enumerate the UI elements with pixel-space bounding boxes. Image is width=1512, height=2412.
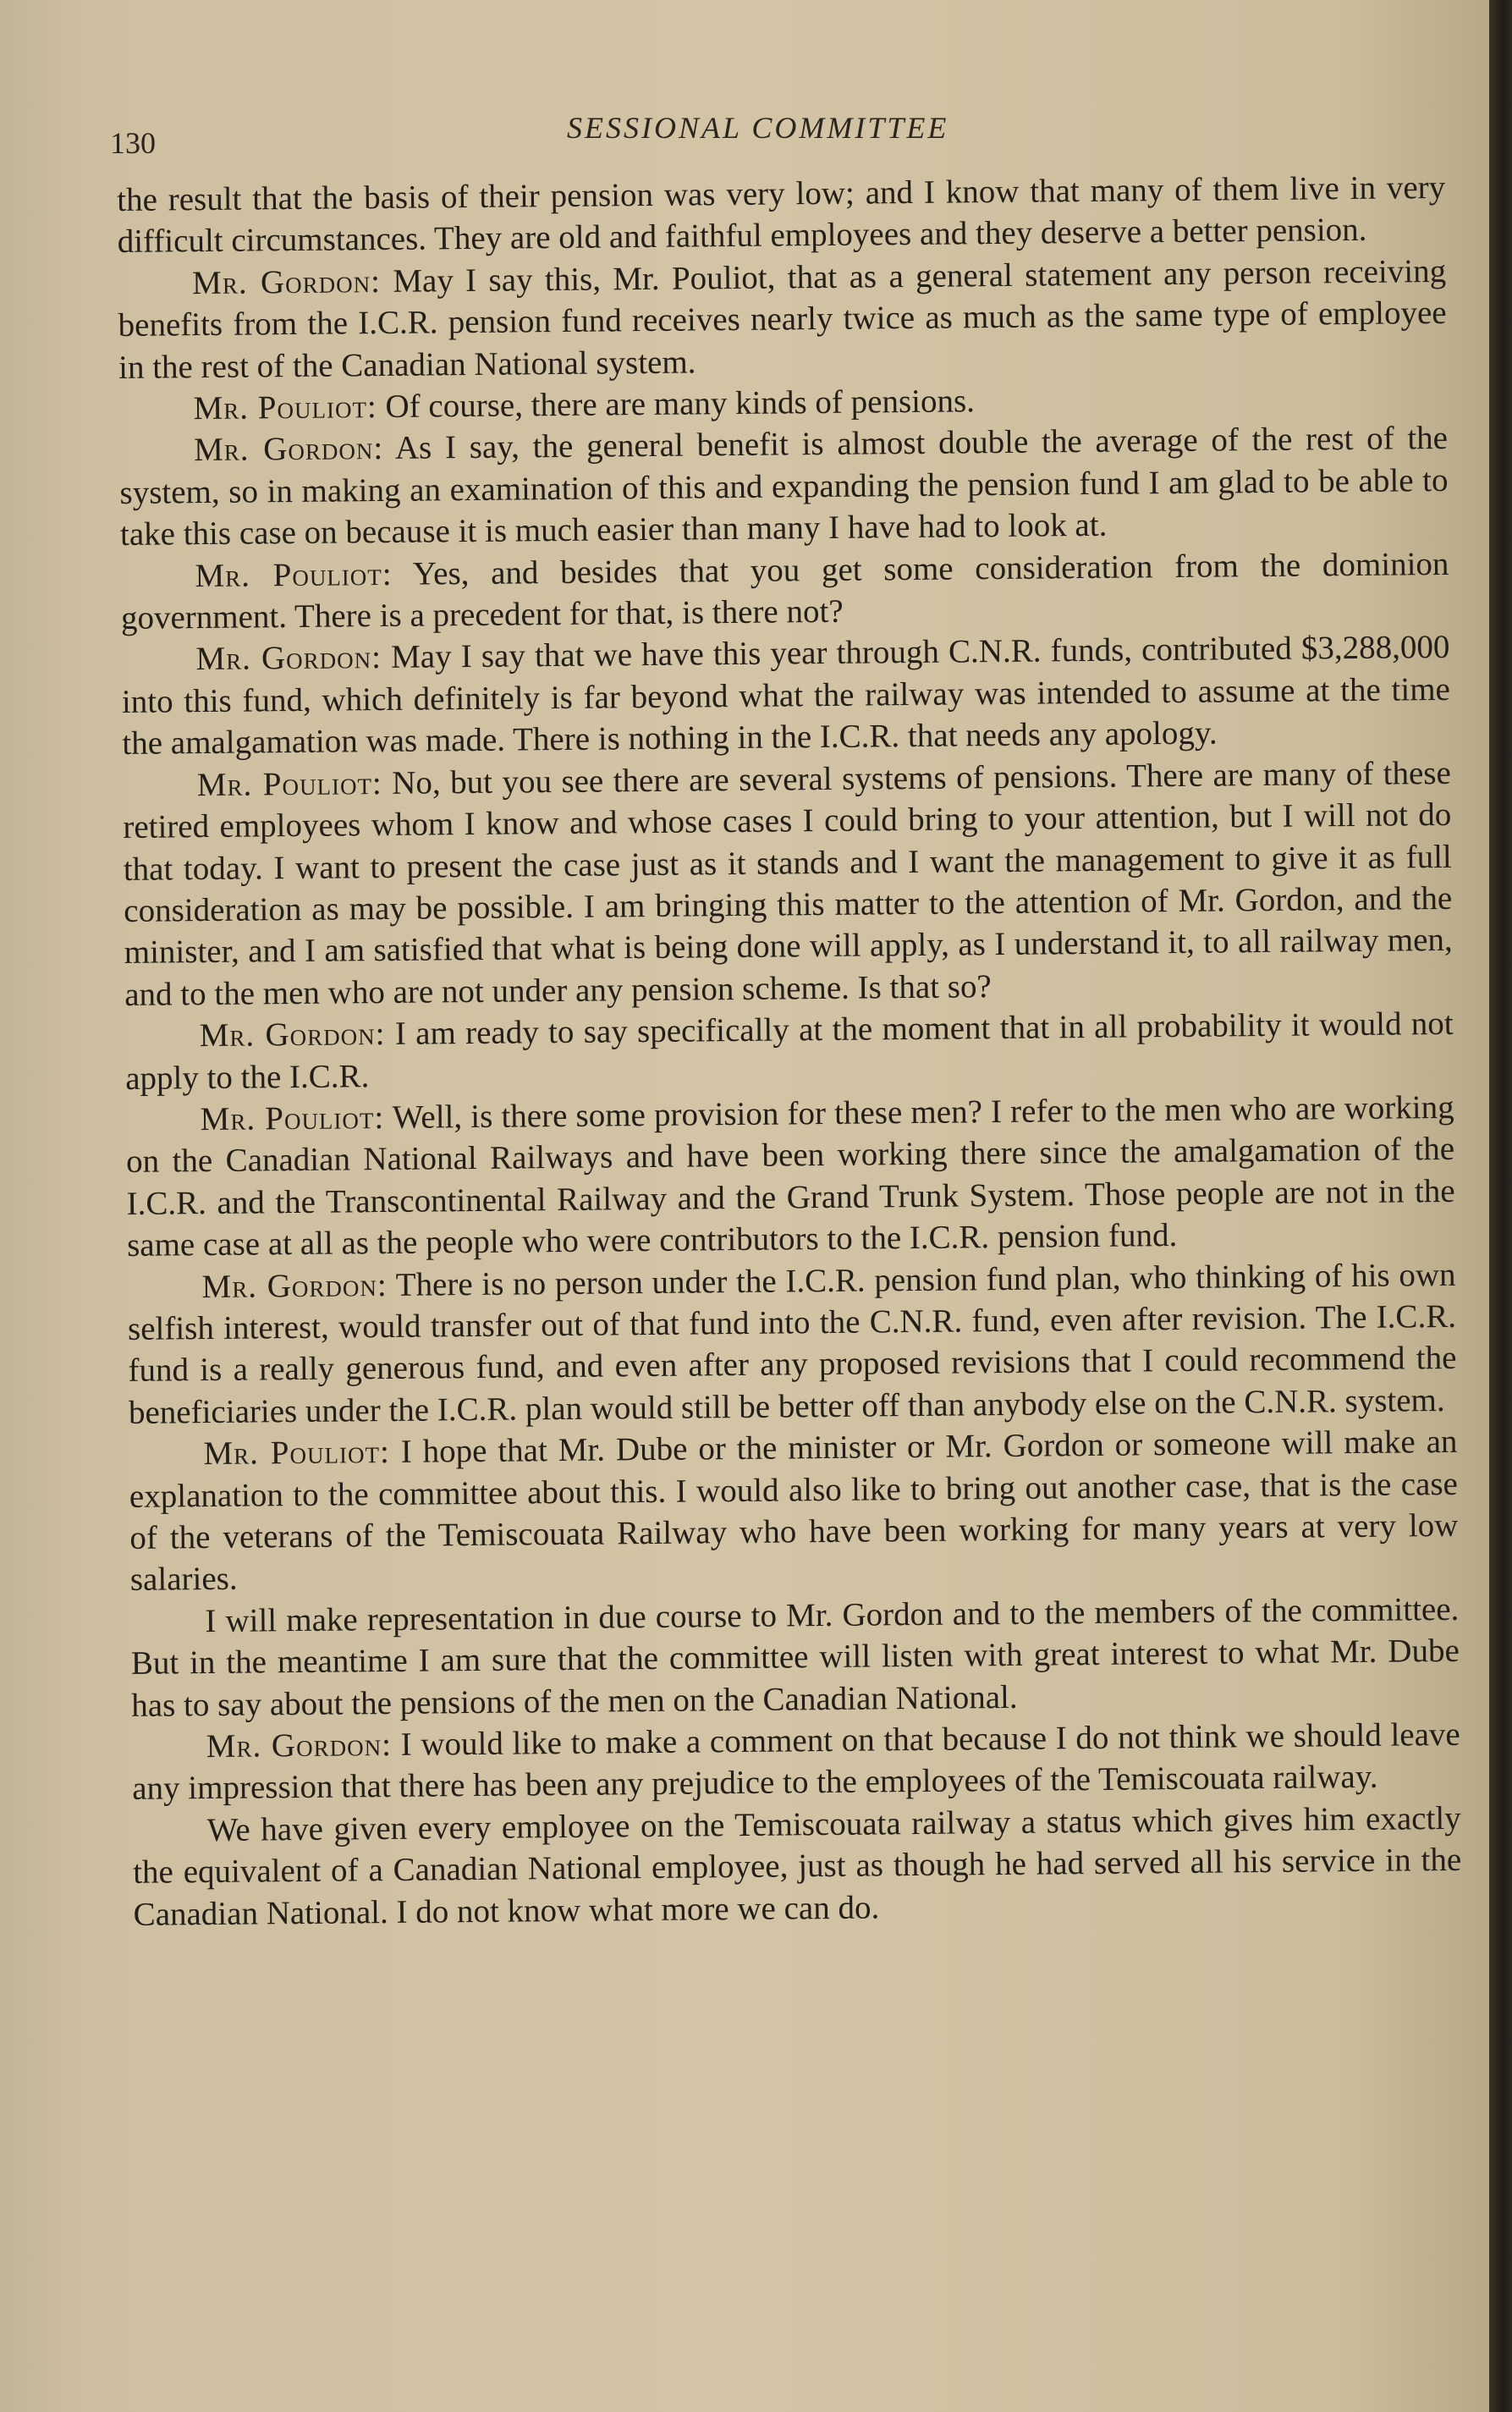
paragraph-text: I would like to make a comment on that because I do not think we should leave any impression that there has been any prejudice to the employees of the Temiscouata railway. <box>132 1715 1460 1808</box>
paragraph <box>130 1589 1460 1726</box>
book-binding-edge <box>1489 0 1512 2412</box>
paragraph <box>125 1087 1455 1267</box>
paragraph-text: We have given every employee on the Temiscouata railway a status which gives him exactly the equivalent of a Canadian National employee, just as though he had served all his service in the Canadian National. I do not know what more we can do. <box>132 1799 1462 1933</box>
speaker-label: Mr. Gordon: <box>199 1016 386 1055</box>
speaker-label: Mr. Pouliot: <box>195 555 393 594</box>
paragraph-text: As I say, the general benefit is almost double the average of the rest of the system, so in making an examination of this and expanding the pension fund I am glad to be able to take this case on because it is much easier than many I have had to look at. <box>119 420 1449 553</box>
paragraph <box>121 626 1450 764</box>
paragraph-text: Of course, there are many kinds of pensions. <box>377 383 976 426</box>
paragraph <box>129 1421 1459 1601</box>
speaker-label: Mr. Pouliot: <box>200 1099 385 1138</box>
paragraph-text: Well, is there some provision for these men? I refer to the men who are working on the Canadian National Railways and have been working there since the amalgamation of the I.C.R. and the Transcontinental Railway and the Grand Trunk System. Those people are not in the same case at all as the people who were contributors to the I.C.R. pension fund. <box>125 1088 1455 1264</box>
running-title: SESSIONAL COMMITTEE <box>567 111 949 145</box>
text-body <box>117 167 1462 1936</box>
page-header <box>110 110 1430 161</box>
speaker-label: Mr. Gordon: <box>206 1726 393 1765</box>
page-number: 130 <box>110 126 156 160</box>
speaker-label: Mr. Gordon: <box>195 639 382 678</box>
paragraph-text: There is no person under the I.C.R. pension fund plan, who thinking of his own selfish interest, would transfer out of that fund into the C.N.R. fund, even after revision. The I.C.R. fund is a really generous fund, and even after any proposed revisions that I could recommend the beneficiaries under the I.C.R. plan would still be better off than anybody else on the C.N.R. system. <box>127 1256 1457 1431</box>
speaker-label: Mr. Pouliot: <box>196 764 382 803</box>
paragraph <box>120 543 1449 640</box>
paragraph <box>123 752 1454 1016</box>
paragraph-text: I hope that Mr. Dube or the minister or Mr. Gordon or someone will make an explanation to the committee about this. I would also like to bring out another case, that is the case of the veterans of the Temiscouata Railway who have been working for many years at very low salaries. <box>129 1424 1459 1599</box>
paragraph-continuation <box>117 167 1446 263</box>
paragraph <box>124 1003 1454 1099</box>
paragraph <box>132 1714 1461 1810</box>
speaker-label: Mr. Pouliot: <box>203 1434 391 1473</box>
paragraph <box>132 1798 1461 1936</box>
paragraph-text: May I say this, Mr. Pouliot, that as a general statement any person receiving benefits from the I.C.R. pension fund receives nearly twice as much as the same type of employee in the rest of the Canadian National system. <box>118 252 1447 386</box>
paragraph-text: the result that the basis of their pension was very low; and I know that many of them live in very difficult circumstances. They are old and faithful employees and they deserve a better pension. <box>117 168 1446 261</box>
speaker-label: Mr. Gordon: <box>193 430 384 469</box>
speaker-label: Mr. Gordon: <box>201 1266 388 1305</box>
paragraph-text: I will make representation in due course to Mr. Gordon and to the members of the committee. But in the meantime I am sure that the committee will listen with great interest to what Mr. Dube has to say about the pensions of the men on the Canadian National. <box>130 1590 1460 1724</box>
paragraph-text: May I say that we have this year through C.N.R. funds, contributed $3,288,000 into this fund, which definitely is far beyond what the railway was intended to assume at the time the amalgamation was made. There is nothing in the I.C.R. that needs any apology. <box>121 629 1451 763</box>
speaker-label: Mr. Pouliot: <box>193 388 377 427</box>
paragraph-text: No, but you see there are several systems of pensions. There are many of these retired employees whom I know and whose cases I could bring to your attention, but I will not do that today. I want to present the case just as it stands and I want the management to give it as full consideration as may be possible. I am bringing this matter to the attention of Mr. Gordon, and the minister, and I am satisfied that what is being done will apply, as I understand it, to all railway men, and to the men who are not under any pension scheme. Is that so? <box>123 754 1453 1013</box>
paragraph <box>127 1253 1457 1434</box>
speaker-label: Mr. Gordon: <box>191 262 382 301</box>
paragraph-text: I am ready to say specifically at the moment that in all probability it would not apply to the I.C.R. <box>124 1005 1454 1097</box>
paragraph <box>119 417 1449 555</box>
paragraph-text: Yes, and besides that you get some consideration from the dominion government. There is a precedent for that, is there not? <box>120 545 1449 637</box>
paragraph <box>118 251 1447 388</box>
